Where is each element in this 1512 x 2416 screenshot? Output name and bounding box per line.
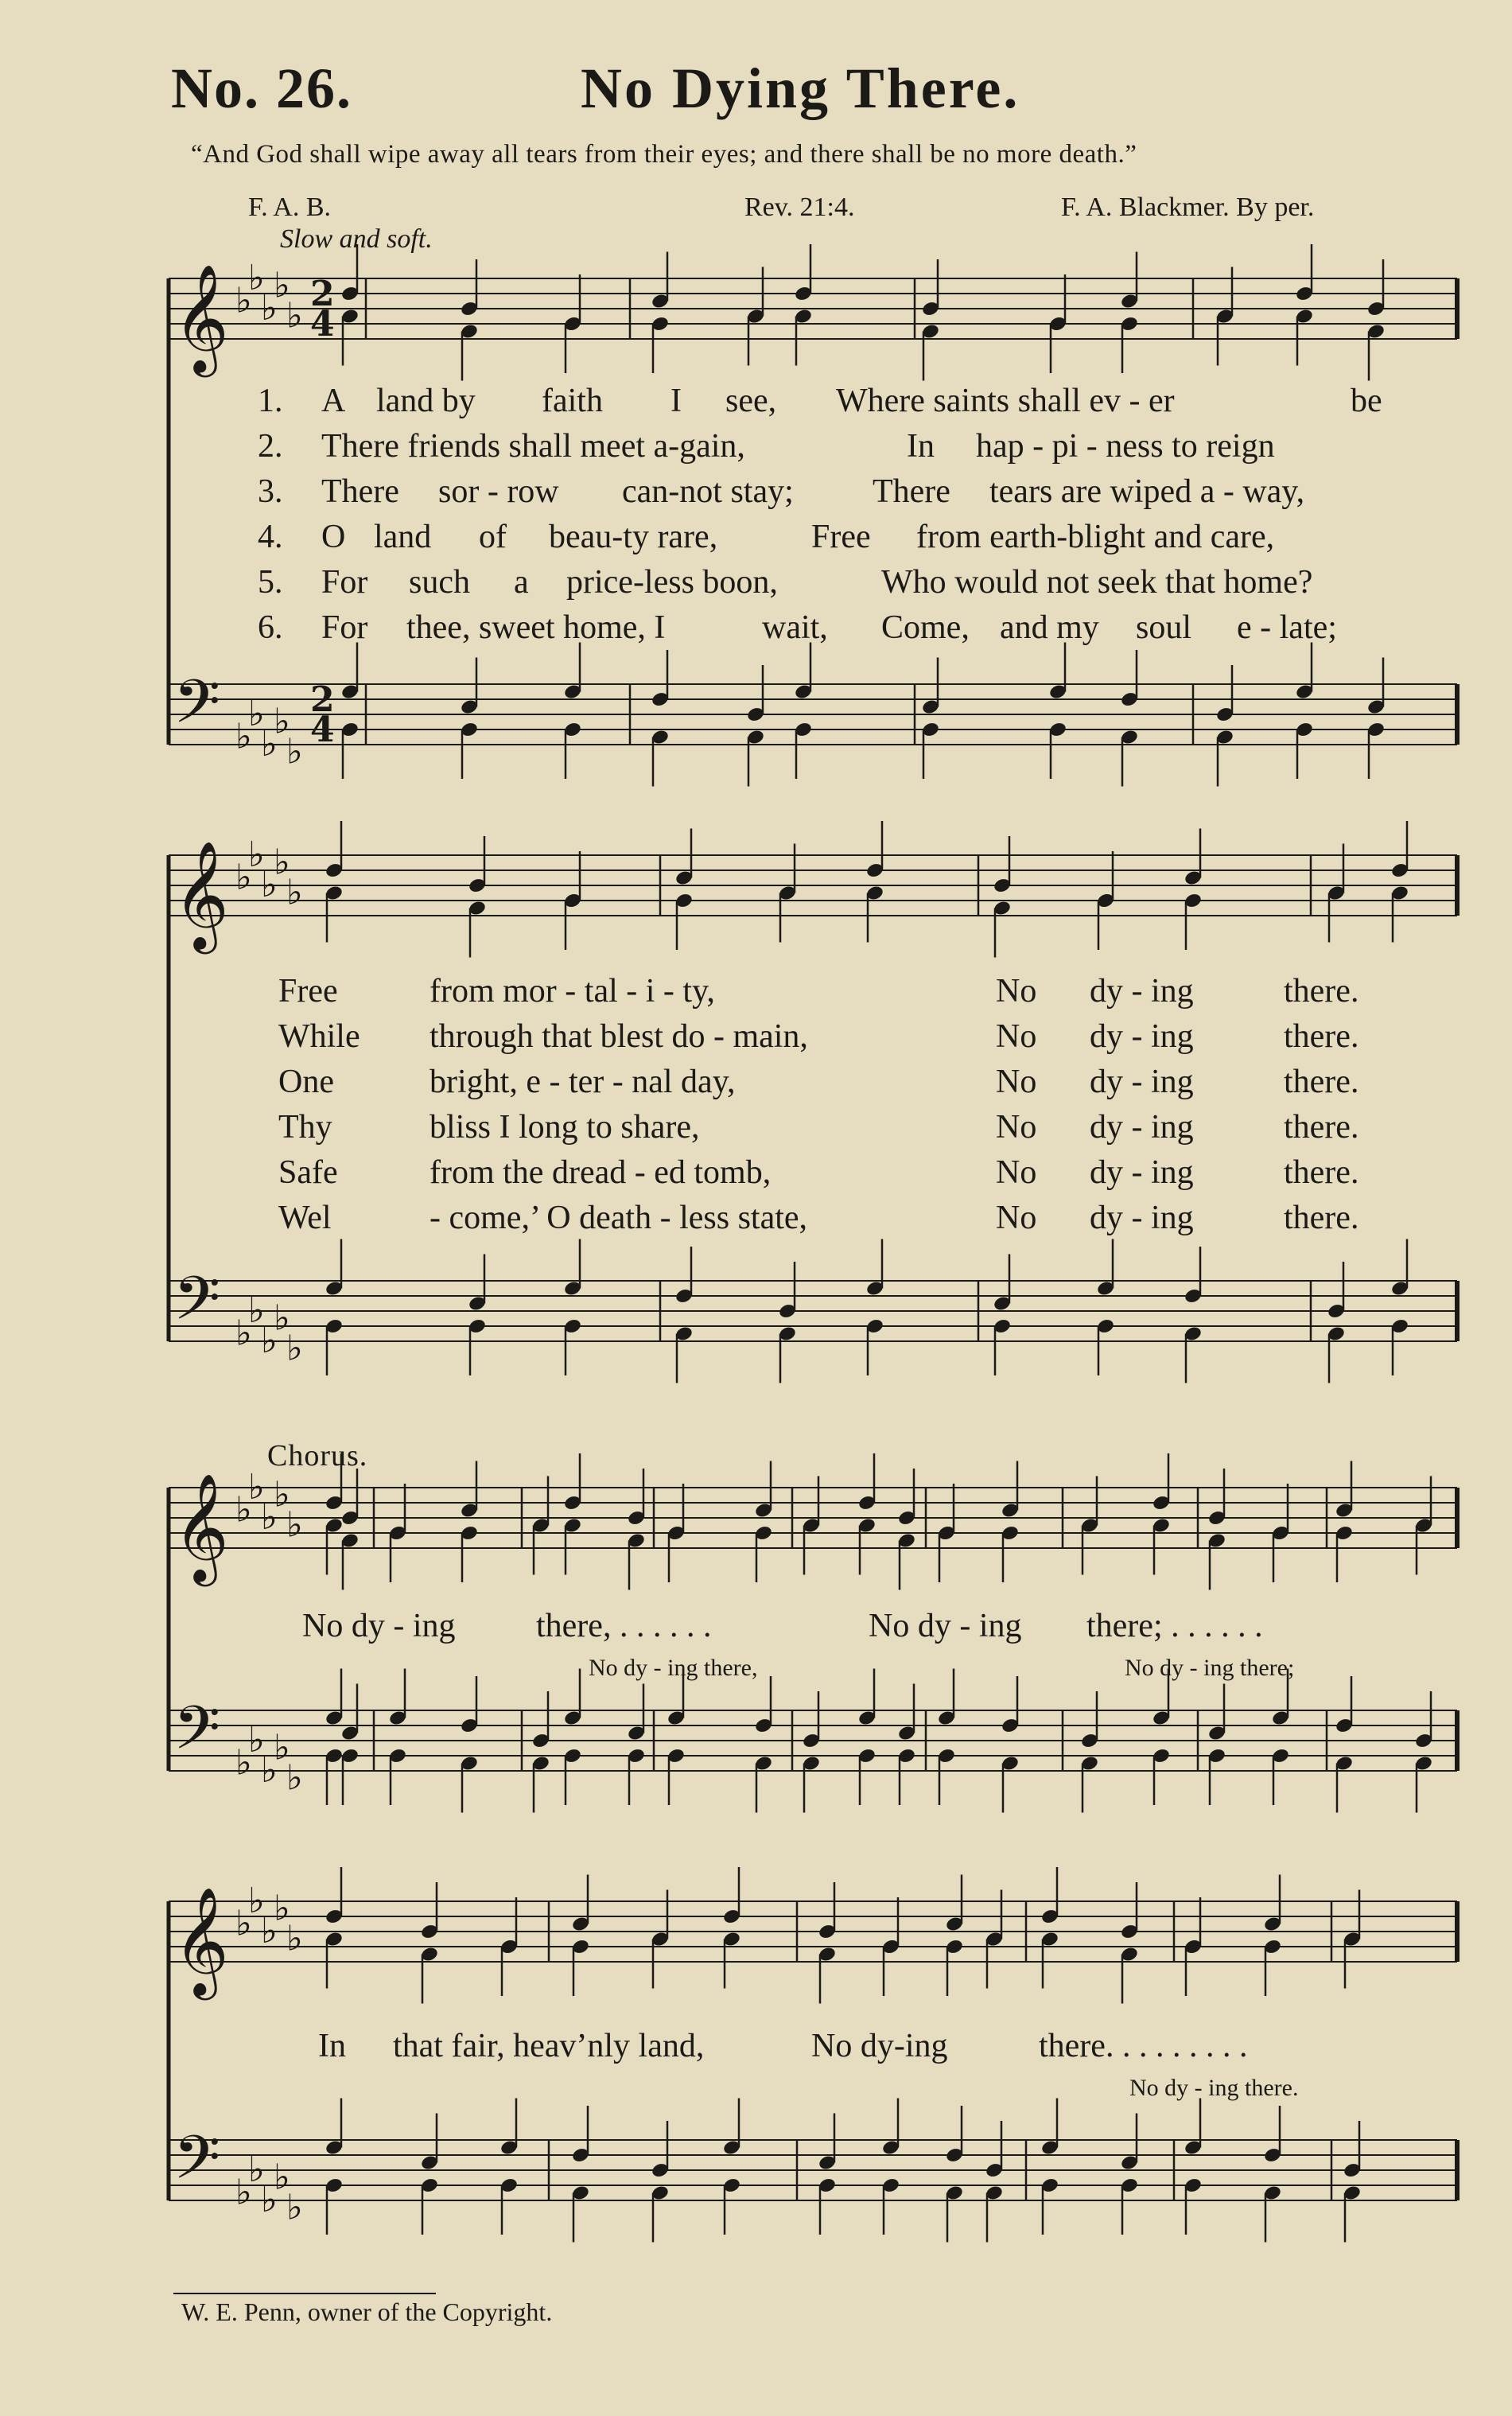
bass-cue-1b: No dy - ing there;	[1125, 1655, 1295, 1681]
chorus-lyric-1c: No dy - ing	[869, 1608, 1022, 1644]
verse-word: O	[321, 519, 346, 555]
verse-refrain-word: bliss I long to share,	[430, 1109, 700, 1146]
verse-refrain-word: there.	[1284, 1154, 1359, 1191]
verse-word: soul	[1136, 609, 1192, 646]
flat-icon: ♭	[235, 1903, 252, 1944]
verse-word: and my	[1000, 609, 1099, 646]
chorus-lyric-2c: No dy-ing	[811, 2028, 948, 2064]
verse-word: sor - row	[438, 473, 559, 510]
verse-word: There	[321, 473, 399, 510]
verse-word: land by	[376, 383, 476, 419]
verse-word: There	[873, 473, 950, 510]
flat-icon: ♭	[235, 1489, 252, 1531]
flat-icon: ♭	[286, 295, 303, 337]
verse-refrain-word: there.	[1284, 973, 1359, 1010]
verse-number: 6.	[258, 609, 283, 646]
flat-icon: ♭	[286, 1918, 303, 1959]
flat-icon: ♭	[248, 1881, 265, 1921]
time-signature: 4	[310, 710, 335, 751]
verse-number: 5.	[258, 564, 283, 601]
verse-refrain-word: No	[996, 973, 1037, 1010]
verse-refrain-word: While	[278, 1018, 360, 1055]
hymn-title: No Dying There.	[581, 56, 1020, 120]
verse-word: Where saints shall ev - er	[836, 383, 1175, 419]
verse-refrain-word: through that blest do - main,	[430, 1018, 808, 1055]
flat-icon: ♭	[286, 731, 303, 772]
flat-icon: ♭	[261, 865, 278, 905]
flat-icon: ♭	[235, 857, 252, 898]
chorus-lyric-2a: In	[318, 2028, 346, 2064]
chorus-lyric-1b: there, . . . . . .	[536, 1608, 712, 1644]
verse-word: e - late;	[1237, 609, 1337, 646]
verse-word: There friends shall meet a-gain,	[321, 428, 745, 465]
verse-word: tears are wiped a - way,	[989, 473, 1305, 510]
bass-clef-icon: 𝄢	[173, 2122, 221, 2208]
chorus-lyric-2d: there. . . . . . . . .	[1039, 2028, 1248, 2064]
chorus-lyric-1a: No dy - ing	[302, 1608, 456, 1644]
flat-icon: ♭	[235, 1313, 252, 1354]
flat-icon: ♭	[274, 701, 290, 742]
flat-icon: ♭	[235, 1742, 252, 1784]
scripture-reference: Rev. 21:4.	[744, 193, 855, 222]
flat-icon: ♭	[261, 2180, 278, 2220]
verse-word: faith	[542, 383, 603, 419]
flat-icon: ♭	[286, 2187, 303, 2228]
chorus-lyric-2b: that fair, heav’nly land,	[393, 2028, 705, 2064]
verse-word: be	[1351, 383, 1382, 419]
verse-word: such	[409, 564, 470, 601]
verse-word: of	[479, 519, 507, 555]
tempo-marking: Slow and soft.	[280, 224, 433, 254]
flat-icon: ♭	[274, 1727, 290, 1768]
flat-icon: ♭	[261, 288, 278, 329]
verse-refrain-word: dy - ing	[1090, 1109, 1194, 1146]
verse-refrain-word: there.	[1284, 1200, 1359, 1236]
flat-icon: ♭	[274, 2157, 290, 2198]
flat-icon: ♭	[235, 716, 252, 757]
flat-icon: ♭	[274, 265, 290, 306]
flat-icon: ♭	[248, 2150, 265, 2190]
verse-refrain-word: No	[996, 1154, 1037, 1191]
footer-rule	[173, 2293, 436, 2294]
copyright-footer: W. E. Penn, owner of the Copyright.	[181, 2297, 553, 2326]
verse-number: 2.	[258, 428, 283, 465]
flat-icon: ♭	[261, 1321, 278, 1361]
verse-refrain-word: dy - ing	[1090, 1064, 1194, 1100]
flat-icon: ♭	[261, 1911, 278, 1951]
flat-icon: ♭	[261, 1750, 278, 1791]
verse-word: beau-ty rare,	[549, 519, 718, 555]
verse-number: 4.	[258, 519, 283, 555]
verse-word: wait,	[762, 609, 828, 646]
verse-word: Free	[811, 519, 871, 555]
verse-refrain-word: No	[996, 1200, 1037, 1236]
verse-refrain-word: Thy	[278, 1109, 332, 1146]
verse-refrain-word: dy - ing	[1090, 1018, 1194, 1055]
bass-cue-2: No dy - ing there.	[1129, 2075, 1299, 2101]
bass-clef-icon: 𝄢	[173, 667, 221, 752]
verse-refrain-word: dy - ing	[1090, 973, 1194, 1010]
verse-refrain-word: No	[996, 1018, 1037, 1055]
treble-clef-icon: 𝄞	[173, 1472, 229, 1581]
verse-refrain-word: from mor - tal - i - ty,	[430, 973, 715, 1010]
flat-icon: ♭	[286, 1504, 303, 1546]
flat-icon: ♭	[274, 842, 290, 883]
verse-refrain-word: No	[996, 1109, 1037, 1146]
verse-word: Come,	[881, 609, 970, 646]
verse-word: price-less boon,	[566, 564, 778, 601]
verse-number: 1.	[258, 383, 283, 419]
verse-refrain-word: there.	[1284, 1018, 1359, 1055]
words-credit: F. A. B.	[248, 193, 332, 222]
hymn-number: No. 26.	[171, 56, 352, 120]
verse-refrain-word: No	[996, 1064, 1037, 1100]
verse-word: from earth-blight and care,	[916, 519, 1275, 555]
verse-word: Who would not seek that home?	[881, 564, 1313, 601]
flat-icon: ♭	[286, 872, 303, 913]
flat-icon: ♭	[248, 258, 265, 298]
bass-clef-icon: 𝄢	[173, 1263, 221, 1348]
verse-refrain-word: dy - ing	[1090, 1154, 1194, 1191]
treble-clef-icon: 𝄞	[173, 1885, 229, 1995]
verse-refrain-word: Wel	[278, 1200, 332, 1236]
verse-word: I	[670, 383, 682, 419]
verse-word: A	[321, 383, 346, 419]
verse-word: can-not stay;	[622, 473, 794, 510]
music-credit: F. A. Blackmer. By per.	[1061, 193, 1315, 222]
time-signature: 2	[310, 679, 335, 721]
verse-refrain-word: there.	[1284, 1064, 1359, 1100]
verse-refrain-word: Free	[278, 973, 338, 1010]
flat-icon: ♭	[235, 280, 252, 321]
verse-word: see,	[725, 383, 777, 419]
bass-cue-1a: No dy - ing there,	[589, 1655, 758, 1681]
flat-icon: ♭	[248, 1290, 265, 1331]
verse-refrain-word: - come,’ O death - less state,	[430, 1200, 808, 1236]
epigraph: “And God shall wipe away all tears from their eyes; and there shall be no more death.”	[191, 140, 1137, 169]
chorus-label: Chorus.	[267, 1439, 368, 1473]
flat-icon: ♭	[248, 1720, 265, 1760]
bass-clef-icon: 𝄢	[173, 1693, 221, 1778]
treble-clef-icon: 𝄞	[173, 263, 229, 372]
flat-icon: ♭	[274, 1297, 290, 1339]
verse-word: thee, sweet home, I	[406, 609, 666, 646]
flat-icon: ♭	[286, 1328, 303, 1369]
verse-refrain-word: there.	[1284, 1109, 1359, 1146]
verse-word: For	[321, 564, 368, 601]
verse-refrain-word: dy - ing	[1090, 1200, 1194, 1236]
verse-number: 3.	[258, 473, 283, 510]
verse-word: In	[907, 428, 935, 465]
treble-clef-icon: 𝄞	[173, 839, 229, 949]
flat-icon: ♭	[261, 724, 278, 764]
verse-word: For	[321, 609, 368, 646]
flat-icon: ♭	[248, 1467, 265, 1508]
flat-icon: ♭	[235, 2172, 252, 2213]
flat-icon: ♭	[248, 694, 265, 734]
flat-icon: ♭	[274, 1474, 290, 1515]
verse-refrain-word: One	[278, 1064, 334, 1100]
flat-icon: ♭	[248, 835, 265, 875]
verse-refrain-word: from the dread - ed tomb,	[430, 1154, 772, 1191]
time-signature: 2	[310, 274, 335, 315]
chorus-lyric-1d: there; . . . . . .	[1086, 1608, 1263, 1644]
verse-word: land	[374, 519, 432, 555]
verse-word: hap - pi - ness to reign	[976, 428, 1275, 465]
verse-refrain-word: bright, e - ter - nal day,	[430, 1064, 736, 1100]
flat-icon: ♭	[261, 1497, 278, 1538]
flat-icon: ♭	[286, 1757, 303, 1799]
verse-refrain-word: Safe	[278, 1154, 338, 1191]
verse-word: a	[514, 564, 529, 601]
flat-icon: ♭	[274, 1888, 290, 1929]
time-signature: 4	[310, 304, 335, 345]
